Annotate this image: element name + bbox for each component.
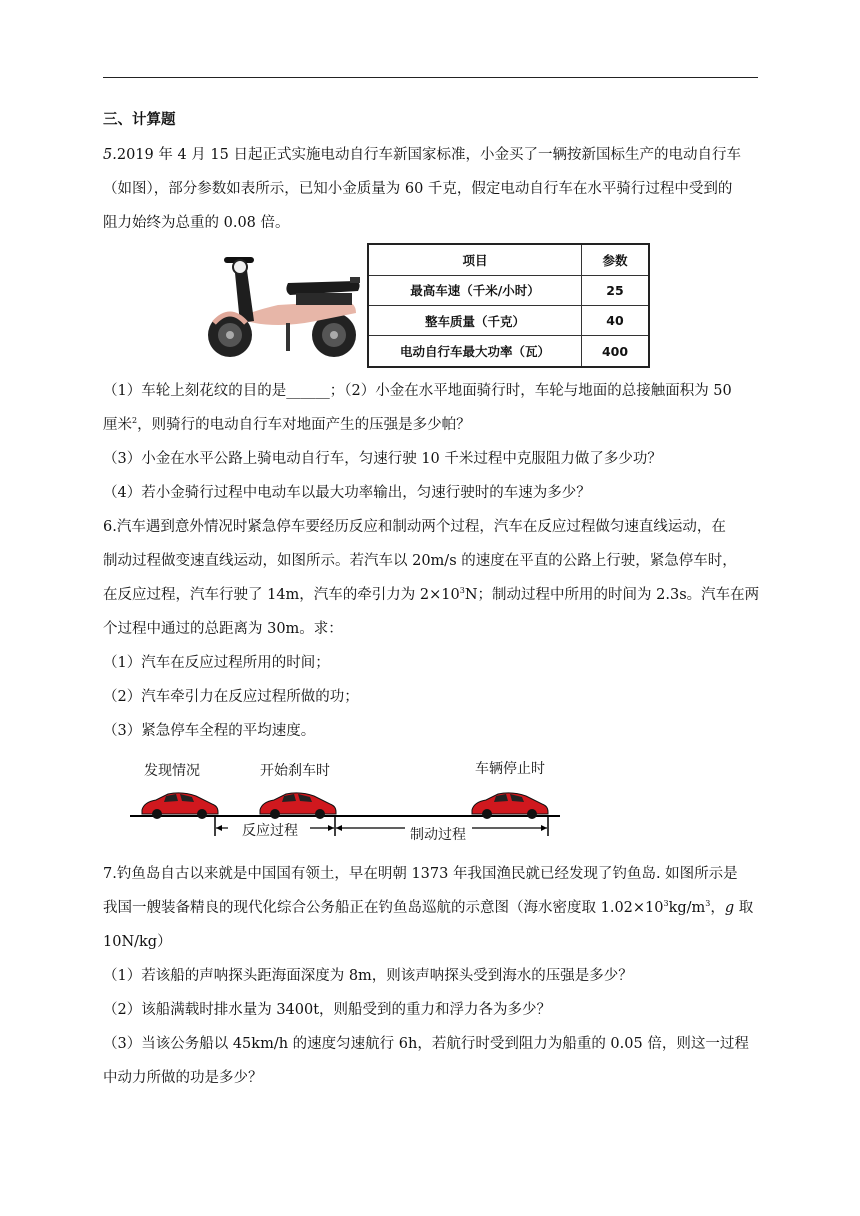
- table-row: [368, 275, 649, 305]
- table-row: [368, 336, 649, 367]
- q5-sub3: （3）小金在水平公路上骑电动自行车，匀速行驶 10 千米过程中克服阻力做了多少功？: [103, 451, 662, 467]
- q7-sub1: （1）若该船的声呐探头距海面深度为 8m，则该声呐探头受到海水的压强是多少？: [103, 968, 633, 984]
- q5-sub2: 厘米$^2$，则骑行的电动自行车对地面产生的压强是多少帕？: [103, 416, 471, 433]
- label-braking: 制动过程: [410, 827, 466, 843]
- q5-sub4: （4）若小金骑行过程中电动车以最大功率输出，匀速行驶时的车速为多少？: [103, 485, 591, 501]
- parameter-table: [367, 243, 650, 368]
- q6-sub1: （1）汽车在反应过程所用的时间；: [103, 655, 330, 671]
- q7-line-1: 7.钓鱼岛自古以来就是中国国有领土，早在明朝 1373 年我国渔民就已经发现了钓鱼岛. 如图所示是: [103, 866, 738, 882]
- q6-sub2: （2）汽车牵引力在反应过程所做的功；: [103, 689, 359, 705]
- table-cell: 整车质量（千克）: [368, 305, 582, 335]
- scooter-image: [206, 243, 366, 368]
- q7-line-2: 我国一艘装备精良的现代化综合公务船正在钓鱼岛巡航的示意图（海水密度取 $1.02\times 10^3kg/m^3$，g 取: [103, 899, 754, 916]
- q7-sub3-cont: 中动力所做的功是多少？: [103, 1070, 263, 1086]
- q6-line-4: 个过程中通过的总距离为 30m。求：: [103, 621, 343, 637]
- table-row: [368, 305, 649, 335]
- label-discover: 发现情况: [144, 763, 200, 779]
- q7-sub3: （3）当该公务船以 45km/h 的速度匀速航行 6h，若航行时受到阻力为船重的 0.05 倍，则这一过程: [103, 1036, 749, 1052]
- q5-number: 5.: [103, 147, 117, 163]
- table-cell: 电动自行车最大功率（瓦）: [368, 336, 582, 367]
- table-header-item: 项目: [368, 244, 582, 275]
- table-cell: 25: [582, 275, 650, 305]
- q7-sub2: （2）该船满载时排水量为 3400t，则船受到的重力和浮力各为多少？: [103, 1002, 552, 1018]
- q5-line-2: （如图），部分参数如表所示，已知小金质量为 60 千克，假定电动自行车在水平骑行过程中受到的: [103, 181, 733, 197]
- q6-line-1: 6.汽车遇到意外情况时紧急停车要经历反应和制动两个过程，汽车在反应过程做匀速直线运动，在: [103, 519, 726, 535]
- q5-line-3: 阻力始终为总重的 0.08 倍。: [103, 215, 290, 231]
- q7-line-3: 10N/kg）: [103, 934, 172, 950]
- table-header-value: 参数: [582, 244, 650, 275]
- braking-diagram: [130, 752, 560, 852]
- table-cell: 最高车速（千米/小时）: [368, 275, 582, 305]
- q6-line-2: 制动过程做变速直线运动，如图所示。若汽车以 20m/s 的速度在平直的公路上行驶，紧急停车时，: [103, 553, 737, 569]
- table-cell: 40: [582, 305, 650, 335]
- label-stop: 车辆停止时: [475, 761, 545, 777]
- q6-line-3: 在反应过程，汽车行驶了 14m，汽车的牵引力为 $2\times 10^3N$；制动过程中所用的时间为 2.3s。汽车在两: [103, 586, 760, 603]
- q5-line-1: 5.2019 年 4 月 15 日起正式实施电动自行车新国家标准，小金买了一辆按新国标生产的电动自行车: [103, 147, 741, 163]
- q5-sub1: （1）车轮上刻花纹的目的是______；（2）小金在水平地面骑行时，车轮与地面的总接触面积为 50: [103, 383, 732, 399]
- diagram-graphic: [130, 752, 560, 852]
- section-title: 三、计算题: [103, 112, 176, 128]
- label-brake-start: 开始刹车时: [260, 763, 330, 779]
- table-cell: 400: [582, 336, 650, 367]
- label-reaction: 反应过程: [242, 823, 298, 839]
- q6-sub3: （3）紧急停车全程的平均速度。: [103, 723, 316, 739]
- header-rule: [103, 77, 758, 78]
